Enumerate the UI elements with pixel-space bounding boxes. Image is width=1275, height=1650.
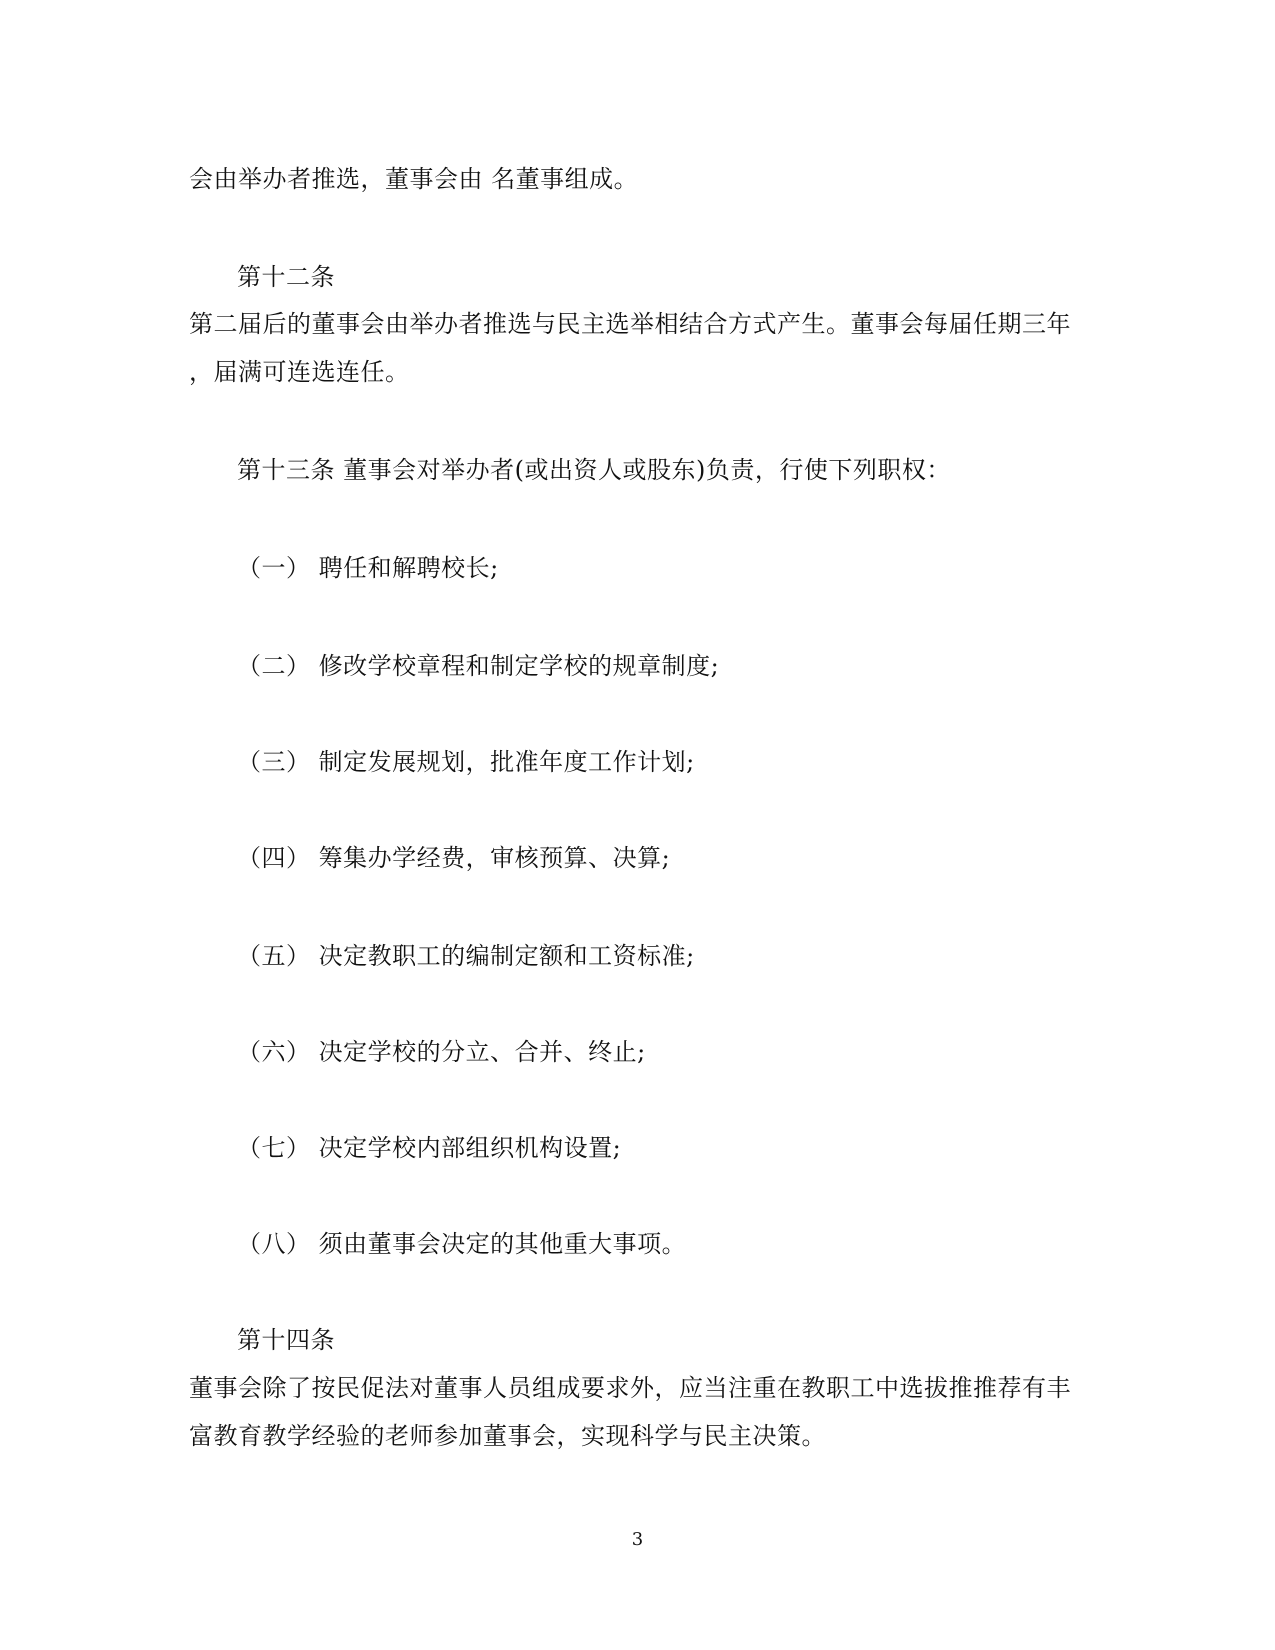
list-item-5: （五） 决定教职工的编制定额和工资标准; — [237, 942, 695, 970]
article-14-text-line-2: 富教育教学经验的老师参加董事会，实现科学与民主决策。 — [189, 1422, 826, 1450]
article-14-heading: 第十四条 — [237, 1326, 335, 1354]
article-12-heading: 第十二条 — [237, 263, 335, 291]
list-item-4: （四） 筹集办学经费，审核预算、决算; — [237, 844, 671, 872]
page-number: 3 — [631, 1529, 644, 1550]
list-item-7: （七） 决定学校内部组织机构设置; — [237, 1134, 622, 1162]
article-12-text-line-1: 第二届后的董事会由举办者推选与民主选举相结合方式产生。董事会每届任期三年 — [189, 310, 1071, 338]
list-item-6: （六） 决定学校的分立、合并、终止; — [237, 1038, 646, 1066]
list-item-2: （二） 修改学校章程和制定学校的规章制度; — [237, 652, 720, 680]
text-line-1: 会由举办者推选，董事会由 名董事组成。 — [189, 165, 639, 193]
article-14-text-line-1: 董事会除了按民促法对董事人员组成要求外，应当注重在教职工中选拔推推荐有丰 — [189, 1374, 1071, 1402]
list-item-3: （三） 制定发展规划，批准年度工作计划; — [237, 748, 695, 776]
list-item-1: （一） 聘任和解聘校长; — [237, 554, 499, 582]
list-item-8: （八） 须由董事会决定的其他重大事项。 — [237, 1230, 687, 1258]
article-12-text-line-2: ，届满可连选连任。 — [189, 358, 410, 386]
article-13-heading: 第十三条 董事会对举办者(或出资人或股东)负责，行使下列职权： — [237, 456, 951, 484]
